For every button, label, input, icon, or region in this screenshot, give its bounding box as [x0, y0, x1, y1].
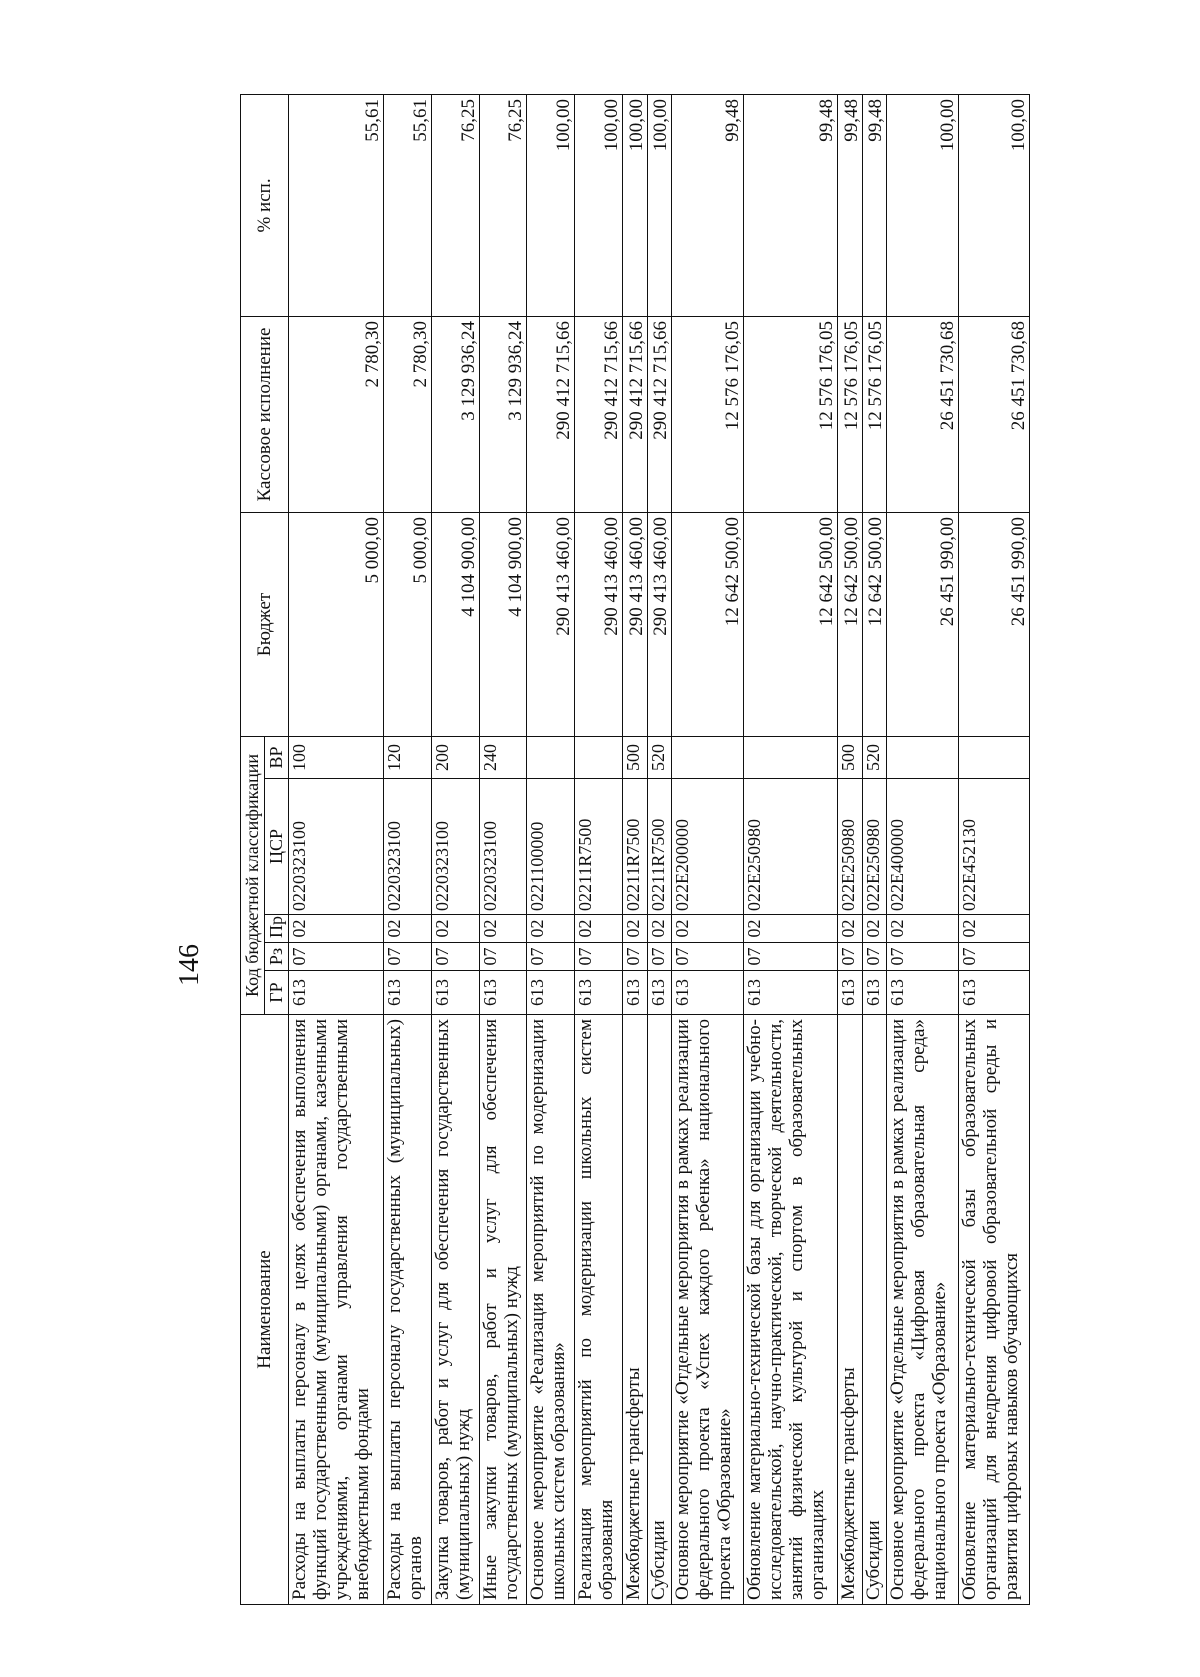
row-name: Закупка товаров, работ и услуг для обеспечения государственных (муниципальных) нужд — [431, 1015, 479, 1605]
row-csr: 022E250980 — [838, 779, 863, 915]
row-csr: 022E250980 — [743, 779, 838, 915]
table-body — [289, 94, 1030, 1604]
row-gr: 613 — [743, 971, 838, 1015]
row-pr: 02 — [575, 915, 623, 943]
row-rz: 07 — [647, 943, 672, 971]
row-csr: 02211R7500 — [647, 779, 672, 915]
row-execution: 290 412 715,66 — [575, 316, 623, 512]
row-name: Расходы на выплаты персоналу государственных (муниципальных) органов — [383, 1015, 431, 1605]
table-row — [743, 94, 838, 1604]
row-execution: 290 412 715,66 — [527, 316, 575, 512]
row-csr: 0220323100 — [289, 779, 384, 915]
row-rz: 07 — [527, 943, 575, 971]
header-name: Наименование — [241, 1015, 289, 1605]
row-rz: 07 — [958, 943, 1029, 971]
row-rz: 07 — [623, 943, 648, 971]
table-row — [672, 94, 743, 1604]
table-row — [862, 94, 887, 1604]
row-percent: 100,00 — [647, 94, 672, 316]
row-vr: 120 — [383, 736, 431, 778]
row-execution: 26 451 730,68 — [887, 316, 958, 512]
row-budget: 12 642 500,00 — [743, 512, 838, 736]
table-row — [527, 94, 575, 1604]
row-csr: 022E200000 — [672, 779, 743, 915]
row-name: Межбюджетные трансферты — [623, 1015, 648, 1605]
row-rz: 07 — [575, 943, 623, 971]
row-name: Реализация мероприятий по модернизации школьных систем образования — [575, 1015, 623, 1605]
row-rz: 07 — [431, 943, 479, 971]
row-execution: 26 451 730,68 — [958, 316, 1029, 512]
header-row-1 — [241, 94, 265, 1604]
row-vr — [887, 736, 958, 778]
row-pr: 02 — [672, 915, 743, 943]
row-pr: 02 — [527, 915, 575, 943]
row-gr: 613 — [887, 971, 958, 1015]
row-csr: 022E250980 — [862, 779, 887, 915]
row-percent: 99,48 — [672, 94, 743, 316]
row-csr: 0220323100 — [431, 779, 479, 915]
row-percent: 100,00 — [623, 94, 648, 316]
row-rz: 07 — [383, 943, 431, 971]
row-name: Субсидии — [647, 1015, 672, 1605]
row-execution: 2 780,30 — [383, 316, 431, 512]
row-vr — [527, 736, 575, 778]
row-pr: 02 — [623, 915, 648, 943]
row-rz: 07 — [743, 943, 838, 971]
row-vr — [672, 736, 743, 778]
row-execution: 3 129 936,24 — [479, 316, 527, 512]
row-budget: 5 000,00 — [289, 512, 384, 736]
row-percent: 76,25 — [431, 94, 479, 316]
row-rz: 07 — [289, 943, 384, 971]
row-budget: 4 104 900,00 — [479, 512, 527, 736]
row-csr: 02211R7500 — [575, 779, 623, 915]
row-budget: 26 451 990,00 — [958, 512, 1029, 736]
row-percent: 99,48 — [743, 94, 838, 316]
row-vr: 520 — [647, 736, 672, 778]
row-gr: 613 — [527, 971, 575, 1015]
row-name: Основное мероприятие «Реализация мероприятий по модернизации школьных систем образования» — [527, 1015, 575, 1605]
row-name: Межбюджетные трансферты — [838, 1015, 863, 1605]
row-gr: 613 — [647, 971, 672, 1015]
row-name: Обновление материально-технической базы для организации учебно-исследовательской, научно-практической, творческой деятельности, занятий физической культурой и спортом в образовательных организациях — [743, 1015, 838, 1605]
header-budget: Бюджет — [241, 512, 289, 736]
row-execution: 290 412 715,66 — [623, 316, 648, 512]
row-execution: 12 576 176,05 — [743, 316, 838, 512]
row-rz: 07 — [862, 943, 887, 971]
row-budget: 26 451 990,00 — [887, 512, 958, 736]
row-budget: 290 413 460,00 — [647, 512, 672, 736]
row-gr: 613 — [289, 971, 384, 1015]
row-csr: 0221100000 — [527, 779, 575, 915]
row-vr: 200 — [431, 736, 479, 778]
row-execution: 3 129 936,24 — [431, 316, 479, 512]
row-percent: 76,25 — [479, 94, 527, 316]
row-csr: 0220323100 — [383, 779, 431, 915]
row-budget: 4 104 900,00 — [431, 512, 479, 736]
row-budget: 12 642 500,00 — [838, 512, 863, 736]
row-gr: 613 — [838, 971, 863, 1015]
row-vr — [575, 736, 623, 778]
row-pr: 02 — [958, 915, 1029, 943]
row-pr: 02 — [289, 915, 384, 943]
header-execution: Кассовое исполнение — [241, 316, 289, 512]
row-budget: 290 413 460,00 — [527, 512, 575, 736]
row-percent: 99,48 — [862, 94, 887, 316]
row-pr: 02 — [383, 915, 431, 943]
header-percent: % исп. — [241, 94, 289, 316]
row-gr: 613 — [431, 971, 479, 1015]
table-row — [623, 94, 648, 1604]
row-csr: 0220323100 — [479, 779, 527, 915]
row-rz: 07 — [672, 943, 743, 971]
row-percent: 100,00 — [575, 94, 623, 316]
row-pr: 02 — [887, 915, 958, 943]
row-execution: 12 576 176,05 — [672, 316, 743, 512]
row-pr: 02 — [862, 915, 887, 943]
table-row — [838, 94, 863, 1604]
row-name: Основное мероприятие «Отдельные мероприятия в рамках реализации федерального проекта «Цифровая образовательная среда» национального проекта «Образование» — [887, 1015, 958, 1605]
row-gr: 613 — [623, 971, 648, 1015]
row-pr: 02 — [479, 915, 527, 943]
row-vr: 520 — [862, 736, 887, 778]
row-vr: 500 — [838, 736, 863, 778]
row-gr: 613 — [479, 971, 527, 1015]
row-execution: 2 780,30 — [289, 316, 384, 512]
row-vr — [743, 736, 838, 778]
row-pr: 02 — [431, 915, 479, 943]
header-pr: Пр — [265, 915, 289, 943]
row-name: Основное мероприятие «Отдельные мероприятия в рамках реализации федерального проекта «Успех каждого ребенка» национального проекта «Образование» — [672, 1015, 743, 1605]
row-execution: 290 412 715,66 — [647, 316, 672, 512]
table-row — [289, 94, 384, 1604]
table-row — [431, 94, 479, 1604]
row-pr: 02 — [838, 915, 863, 943]
row-name: Обновление материально-технической базы образовательных организаций для внедрения цифровой образовательной среды и развития цифровых навыков обучающихся — [958, 1015, 1029, 1605]
row-csr: 02211R7500 — [623, 779, 648, 915]
table-row — [479, 94, 527, 1604]
row-budget: 12 642 500,00 — [862, 512, 887, 736]
row-csr: 022E452130 — [958, 779, 1029, 915]
row-percent: 55,61 — [289, 94, 384, 316]
row-rz: 07 — [838, 943, 863, 971]
row-name: Субсидии — [862, 1015, 887, 1605]
budget-table — [240, 94, 1030, 1605]
row-vr — [958, 736, 1029, 778]
table-row — [887, 94, 958, 1604]
row-percent: 100,00 — [958, 94, 1029, 316]
row-percent: 99,48 — [838, 94, 863, 316]
row-percent: 55,61 — [383, 94, 431, 316]
row-gr: 613 — [575, 971, 623, 1015]
row-name: Иные закупки товаров, работ и услуг для обеспечения государственных (муниципальных) нужд — [479, 1015, 527, 1605]
row-vr: 240 — [479, 736, 527, 778]
row-gr: 613 — [672, 971, 743, 1015]
header-code-group: Код бюджетной классификации — [241, 736, 265, 1014]
table-row — [647, 94, 672, 1604]
row-gr: 613 — [862, 971, 887, 1015]
row-gr: 613 — [383, 971, 431, 1015]
header-vr: ВР — [265, 736, 289, 778]
header-gr: ГР — [265, 971, 289, 1015]
row-execution: 12 576 176,05 — [838, 316, 863, 512]
rotated-content — [170, 95, 1030, 1605]
table-row — [958, 94, 1029, 1604]
row-percent: 100,00 — [887, 94, 958, 316]
row-name: Расходы на выплаты персоналу в целях обеспечения выполнения функций государственными (муниципальными) органами, казенными учреждениями, органами управления государственными внебюджетными фондами — [289, 1015, 384, 1605]
row-percent: 100,00 — [527, 94, 575, 316]
row-budget: 290 413 460,00 — [623, 512, 648, 736]
row-budget: 290 413 460,00 — [575, 512, 623, 736]
row-budget: 5 000,00 — [383, 512, 431, 736]
header-rz: Рз — [265, 943, 289, 971]
row-gr: 613 — [958, 971, 1029, 1015]
row-pr: 02 — [647, 915, 672, 943]
row-rz: 07 — [887, 943, 958, 971]
row-execution: 12 576 176,05 — [862, 316, 887, 512]
row-csr: 022E400000 — [887, 779, 958, 915]
row-vr: 500 — [623, 736, 648, 778]
page-number: 146 — [174, 944, 205, 986]
table-row — [383, 94, 431, 1604]
header-csr: ЦСР — [265, 779, 289, 915]
table-row — [575, 94, 623, 1604]
row-vr: 100 — [289, 736, 384, 778]
row-rz: 07 — [479, 943, 527, 971]
row-pr: 02 — [743, 915, 838, 943]
row-budget: 12 642 500,00 — [672, 512, 743, 736]
